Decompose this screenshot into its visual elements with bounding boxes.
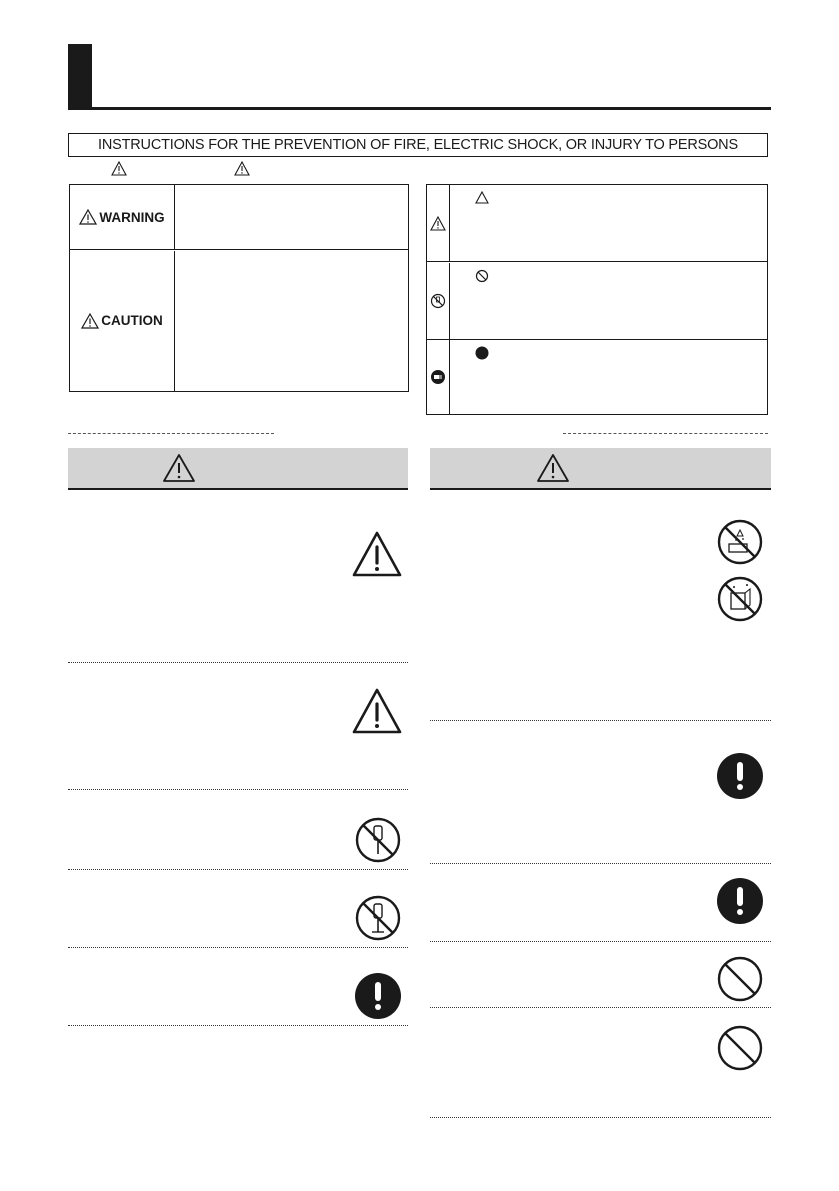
item-divider: [430, 1007, 771, 1008]
item-divider: [430, 720, 771, 721]
prohibited-icon: [475, 269, 489, 283]
instructions-banner: [68, 133, 768, 157]
no-disassembly-icon: [354, 816, 402, 864]
warning-row: [70, 185, 408, 250]
symbol-row-mandatory: [427, 340, 767, 414]
signal-word-table: [69, 184, 409, 392]
item-divider: [68, 1025, 408, 1026]
no-disassembly-icon: [354, 894, 402, 942]
warning-triangle-icon: [536, 453, 570, 483]
warning-triangle-icon: [111, 161, 127, 176]
warning-label: WARNING: [99, 209, 165, 225]
caution-section-header: [430, 448, 771, 490]
caution-row: [70, 251, 408, 391]
warning-triangle-icon: [234, 161, 250, 176]
caution-label: CAUTION: [101, 313, 163, 328]
warning-triangle-icon: [351, 687, 403, 735]
warning-triangle-icon: [79, 209, 97, 225]
item-divider: [430, 941, 771, 942]
symbol-row-prohibited: [427, 263, 767, 340]
symbol-legend-table: [426, 184, 768, 415]
item-divider: [68, 662, 408, 663]
symbol-cell: [427, 185, 450, 261]
warning-triangle-icon: [81, 313, 99, 329]
warning-triangle-icon: [430, 216, 446, 231]
warning-label-cell: [70, 185, 175, 249]
symbol-cell: [427, 263, 450, 339]
warning-triangle-icon: [351, 530, 403, 578]
prohibited-icon: [716, 1024, 764, 1072]
no-water-icon: [716, 518, 764, 566]
symbol-cell: [427, 340, 450, 414]
unplug-icon: [430, 369, 446, 385]
symbol-row-triangle: [427, 185, 767, 262]
item-divider: [68, 947, 408, 948]
no-disassembly-icon: [430, 293, 446, 309]
item-divider: [68, 789, 408, 790]
prohibited-icon: [716, 955, 764, 1003]
warning-triangle-icon: [162, 453, 196, 483]
dashed-divider: [563, 433, 768, 434]
triangle-symbol-icon: [475, 191, 489, 204]
no-water-icon: [716, 575, 764, 623]
title-rule: [68, 107, 771, 110]
item-divider: [430, 863, 771, 864]
mandatory-icon: [354, 972, 402, 1020]
caution-label-cell: [70, 251, 175, 391]
mandatory-icon: [716, 752, 764, 800]
title-block-marker: [68, 44, 92, 108]
mandatory-icon: [716, 877, 764, 925]
warning-section-header: [68, 448, 408, 490]
dashed-divider: [68, 433, 274, 434]
item-divider: [430, 1117, 771, 1118]
banner-text: INSTRUCTIONS FOR THE PREVENTION OF FIRE, ELECTRIC SHOCK, OR INJURY TO PERSONS: [98, 137, 738, 153]
item-divider: [68, 869, 408, 870]
mandatory-icon: [475, 346, 489, 360]
